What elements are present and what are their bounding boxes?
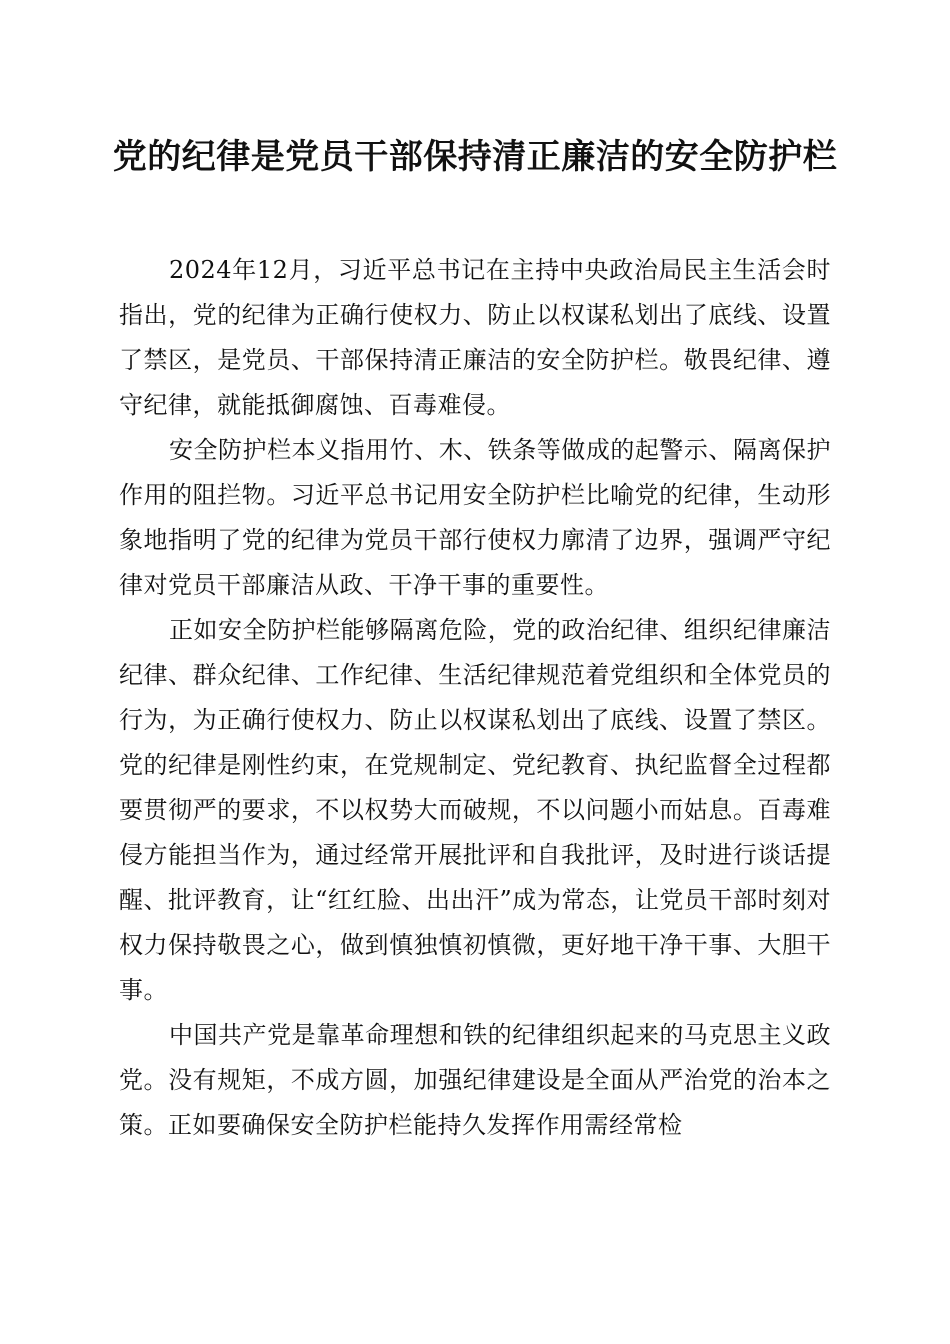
paragraph-2: 安全防护栏本义指用竹、木、铁条等做成的起警示、隔离保护作用的阻拦物。习近平总书记用安全防护栏比喻党的纪律，生动形象地指明了党的纪律为党员干部行使权力廓清了边界，强调严守纪律对党员干部廉洁从政、干净干事的重要性。	[119, 436, 831, 599]
paragraph-1: 2024年12月，习近平总书记在主持中央政治局民主生活会时指出，党的纪律为正确行使权力、防止以权谋私划出了底线、设置了禁区，是党员、干部保持清正廉洁的安全防护栏。敬畏纪律、遵守纪律，就能抵御腐蚀、百毒难侵。	[119, 256, 831, 419]
paragraph-4: 中国共产党是靠革命理想和铁的纪律组织起来的马克思主义政党。没有规矩，不成方圆，加强纪律建设是全面从严治党的治本之策。正如要确保安全防护栏能持久发挥作用需经常检	[119, 1021, 831, 1139]
paragraph-3: 正如安全防护栏能够隔离危险，党的政治纪律、组织纪律廉洁纪律、群众纪律、工作纪律、生活纪律规范着党组织和全体党员的行为，为正确行使权力、防止以权谋私划出了底线、设置了禁区。党的纪律是刚性约束，在党规制定、党纪教育、执纪监督全过程都要贯彻严的要求，不以权势大而破规，不以问题小而姑息。百毒难侵方能担当作为，通过经常开展批评和自我批评，及时进行谈话提醒、批评教育，让“红红脸、出出汗”成为常态，让党员干部时刻对权力保持敬畏之心，做到慎独慎初慎微，更好地干净干事、大胆干事。	[119, 616, 831, 1004]
document-body	[119, 248, 831, 1148]
document-title: 党的纪律是党员干部保持清正廉洁的安全防护栏	[112, 137, 838, 177]
